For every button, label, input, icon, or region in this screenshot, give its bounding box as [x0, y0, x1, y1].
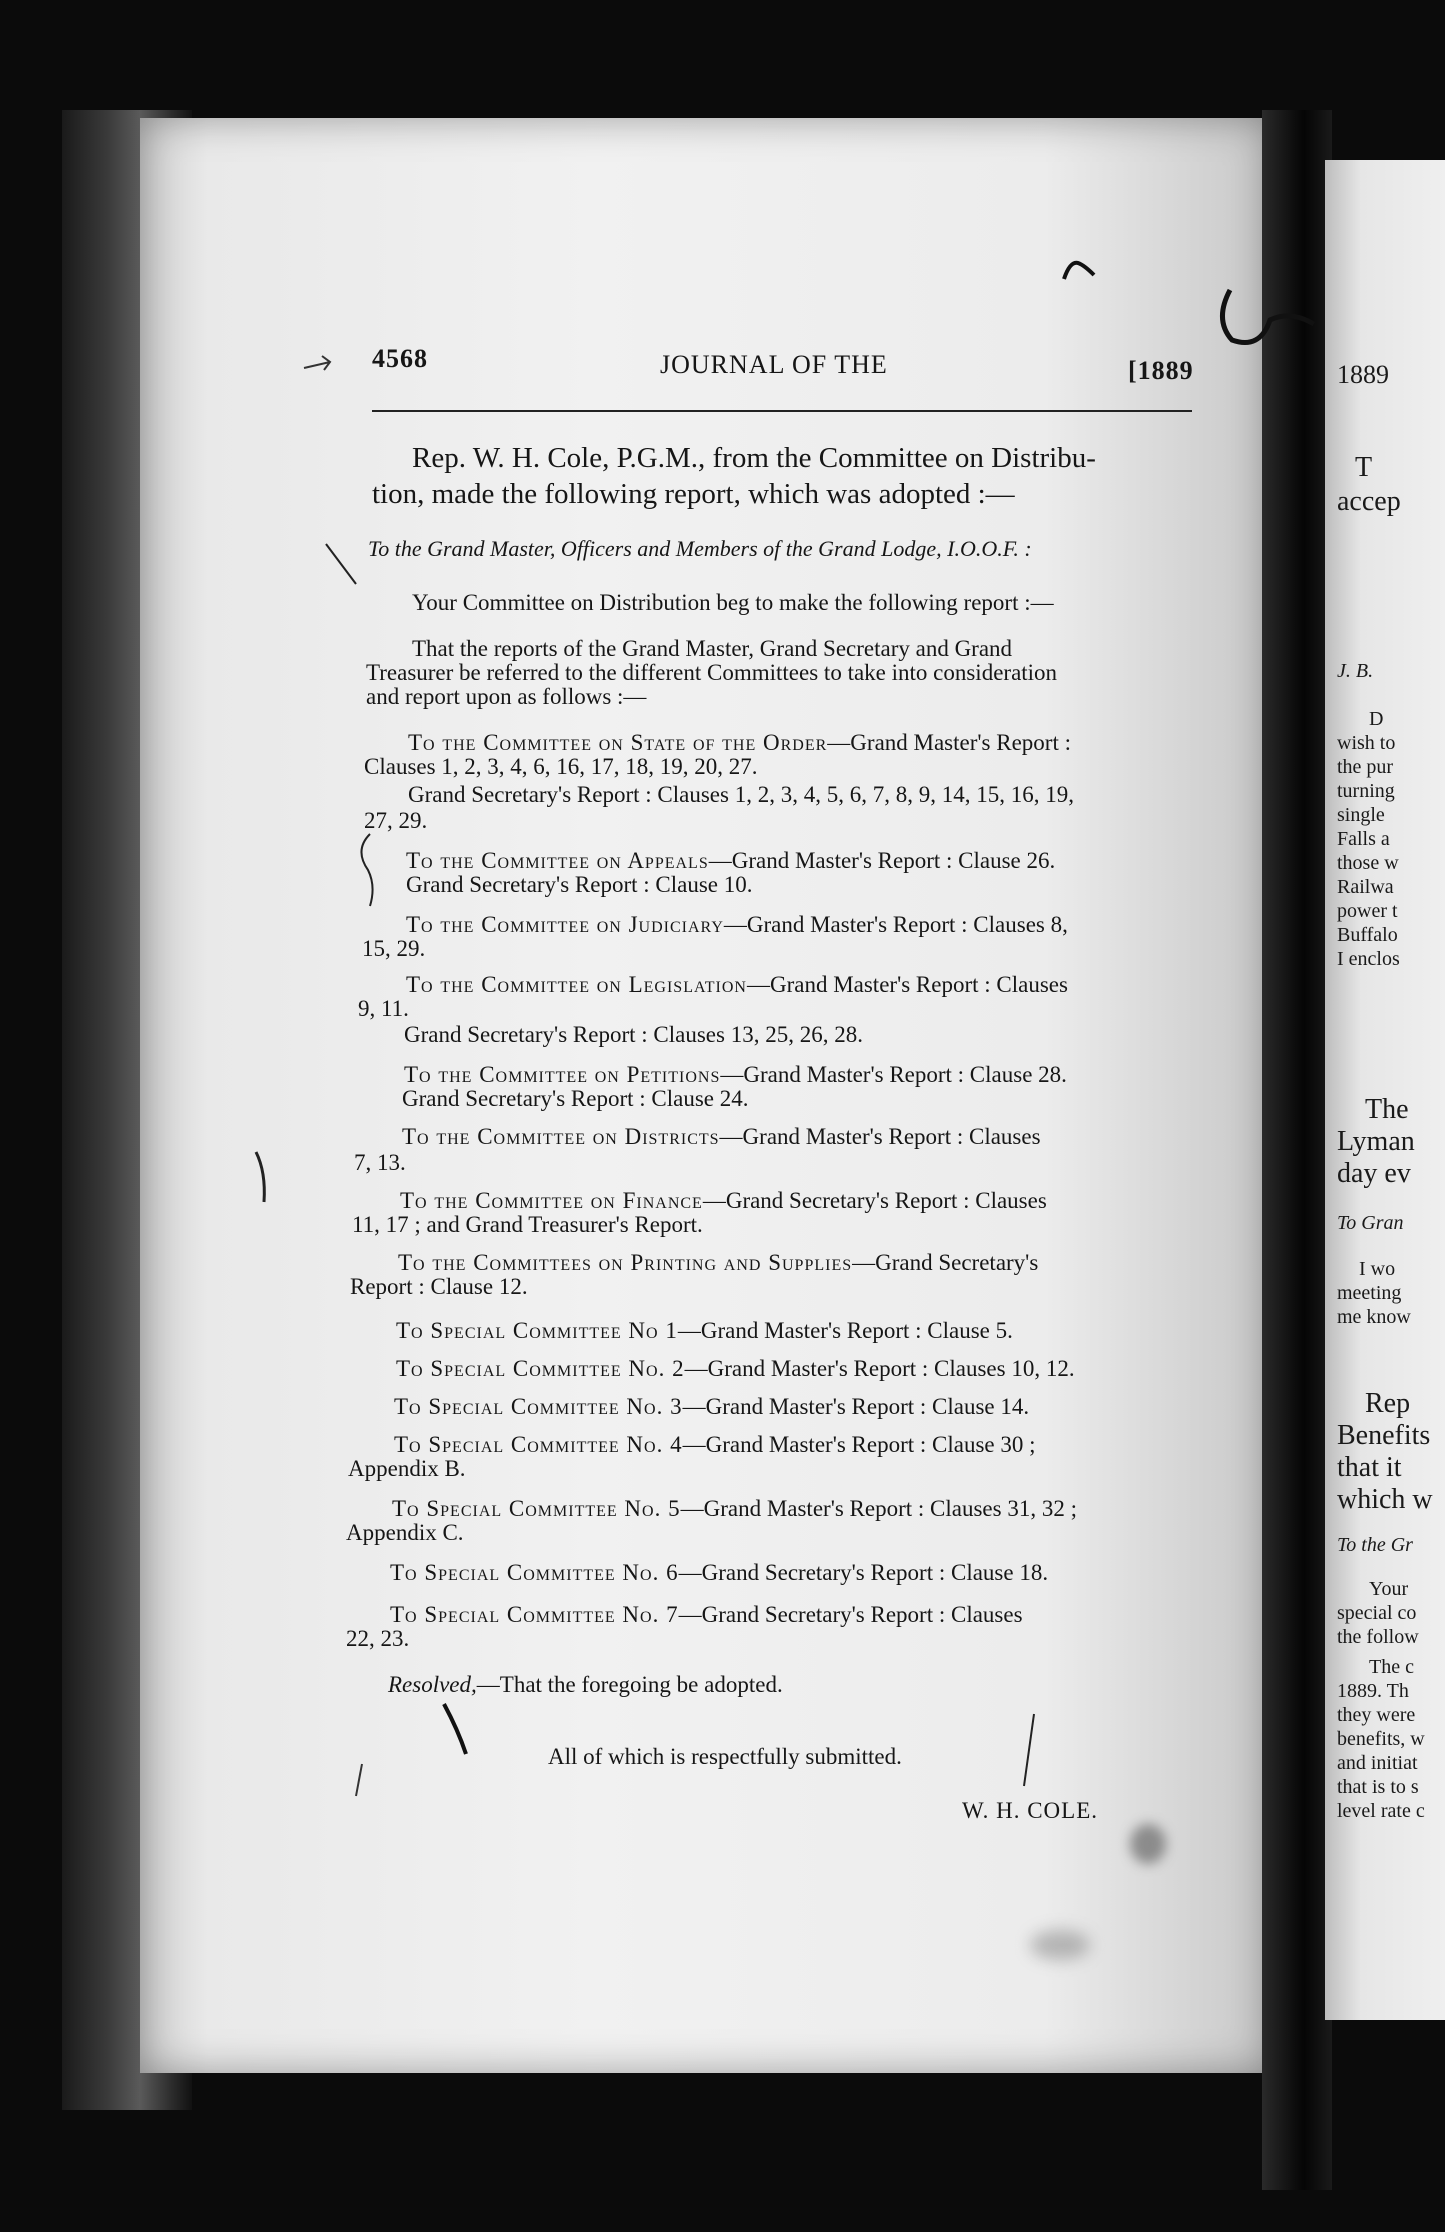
adjacent-line: and initiat: [1337, 1752, 1418, 1774]
referral-text: —Grand Master's Report :: [827, 730, 1071, 755]
pencil-mark: [250, 1148, 280, 1208]
adjacent-line: single: [1337, 804, 1385, 826]
adjacent-line: the follow: [1337, 1626, 1419, 1648]
referral-line: Report : Clause 12.: [350, 1274, 528, 1299]
adjacent-line: J. B.: [1337, 660, 1374, 682]
adjacent-line: benefits, w: [1337, 1728, 1425, 1750]
pencil-mark: [348, 830, 388, 910]
referral-text: —Grand Master's Report : Clauses 31, 32 ;: [680, 1496, 1077, 1521]
ink-smudge: [1130, 1824, 1166, 1864]
adjacent-line: turning: [1337, 780, 1395, 802]
referral-text: —Grand Master's Report : Clauses 10, 12.: [684, 1356, 1075, 1381]
intro-line-1: Rep. W. H. Cole, P.G.M., from the Committee on Distribu-: [412, 442, 1096, 474]
referral-item: [402, 1124, 1041, 1150]
pencil-mark: [1210, 280, 1320, 360]
committee-name: To the Committee on Petitions: [404, 1062, 721, 1087]
committee-name: To Special Committee No. 6: [390, 1560, 679, 1585]
referral-text: —Grand Master's Report : Clause 5.: [677, 1318, 1013, 1343]
referral-line: Grand Secretary's Report : Clause 24.: [402, 1086, 749, 1111]
adjacent-line: meeting: [1337, 1282, 1402, 1304]
referral-line: 9, 11.: [358, 996, 409, 1021]
referral-text: —Grand Master's Report : Clause 28.: [720, 1062, 1067, 1087]
paragraph-2-line-2: Treasurer be referred to the different Committees to take into consideration: [366, 660, 1058, 685]
closing-line: All of which is respectfully submitted.: [548, 1744, 902, 1769]
page-number: 4568: [372, 344, 428, 373]
referral-line: 22, 23.: [346, 1626, 410, 1651]
committee-name: To Special Committee No. 2: [396, 1356, 685, 1381]
committee-name: To the Committee on Districts: [402, 1124, 720, 1149]
referral-text: —Grand Master's Report : Clauses: [719, 1124, 1041, 1149]
referral-text: —Grand Secretary's Report : Clauses: [702, 1188, 1047, 1213]
referral-item: [396, 1356, 1075, 1382]
referral-text: —Grand Secretary's: [852, 1250, 1039, 1275]
adjacent-line: Buffalo: [1337, 924, 1398, 946]
adjacent-line: 1889. Th: [1337, 1680, 1409, 1702]
referral-line: 7, 13.: [354, 1150, 406, 1175]
referral-item: [392, 1496, 1077, 1522]
resolved-text: —That the foregoing be adopted.: [476, 1672, 783, 1697]
committee-name: To Special Committee No. 3: [394, 1394, 683, 1419]
adjacent-line: me know: [1337, 1306, 1411, 1328]
referral-item: [394, 1432, 1036, 1458]
running-title: JOURNAL OF THE: [660, 350, 888, 379]
pencil-mark: [350, 1760, 370, 1800]
referral-item: [390, 1560, 1048, 1586]
referral-item: [390, 1602, 1023, 1628]
adjacent-line: 1889: [1337, 360, 1389, 389]
referral-line: Grand Secretary's Report : Clauses 13, 25, 26, 28.: [404, 1022, 863, 1047]
page-gutter: [1262, 110, 1332, 2190]
committee-name: To Special Committee No. 7: [390, 1602, 679, 1627]
adjacent-line: Lyman: [1337, 1126, 1415, 1157]
paragraph-1: Your Committee on Distribution beg to make the following report :—: [412, 590, 1054, 615]
referral-text: —Grand Master's Report : Clause 30 ;: [682, 1432, 1036, 1457]
referral-line: Clauses 1, 2, 3, 4, 6, 16, 17, 18, 19, 20, 27.: [364, 754, 758, 779]
resolution: [388, 1672, 783, 1698]
adjacent-line: day ev: [1337, 1158, 1411, 1189]
salutation: To the Grand Master, Officers and Members of the Grand Lodge, I.O.O.F. :: [368, 536, 1032, 561]
paragraph-2-line-3: and report upon as follows :—: [366, 684, 647, 709]
referral-text: —Grand Master's Report : Clause 14.: [682, 1394, 1030, 1419]
paragraph-2-line-1: That the reports of the Grand Master, Grand Secretary and Grand: [412, 636, 1013, 661]
adjacent-line: To Gran: [1337, 1212, 1404, 1234]
referral-line: 27, 29.: [364, 808, 428, 833]
adjacent-line: T: [1355, 452, 1373, 483]
committee-name: To the Committee on Judiciary: [406, 912, 724, 937]
referral-item: [400, 1188, 1047, 1214]
committee-name: To the Committee on Finance: [400, 1188, 703, 1213]
committee-name: To the Committees on Printing and Supplies: [398, 1250, 853, 1275]
adjacent-line: the pur: [1337, 756, 1394, 778]
referral-text: —Grand Master's Report : Clauses 8,: [723, 912, 1068, 937]
resolved-label: Resolved,: [388, 1672, 477, 1697]
adjacent-line: Your: [1369, 1578, 1409, 1600]
adjacent-line: accep: [1337, 486, 1401, 517]
referral-line: Grand Secretary's Report : Clauses 1, 2, 3, 4, 5, 6, 7, 8, 9, 14, 15, 16, 19,: [408, 782, 1074, 807]
adjacent-line: Falls a: [1337, 828, 1390, 850]
referral-item: [406, 972, 1068, 998]
committee-name: To Special Committee No. 4: [394, 1432, 683, 1457]
adjacent-page-fragment: [1325, 160, 1445, 2020]
adjacent-line: special co: [1337, 1602, 1417, 1624]
referral-item: [394, 1394, 1029, 1420]
committee-name: To the Committee on Legislation: [406, 972, 747, 997]
header-year: [1889: [1128, 356, 1194, 385]
committee-name: To the Committee on State of the Order: [408, 730, 828, 755]
adjacent-line: I enclos: [1337, 948, 1400, 970]
referral-text: —Grand Secretary's Report : Clause 18.: [678, 1560, 1049, 1585]
pencil-mark: [440, 1700, 480, 1760]
adjacent-line: To the Gr: [1337, 1534, 1413, 1556]
referral-text: —Grand Master's Report : Clause 26.: [708, 848, 1056, 873]
referral-line: 15, 29.: [362, 936, 426, 961]
pencil-mark: [1016, 1710, 1046, 1790]
referral-text: —Grand Master's Report : Clauses: [746, 972, 1068, 997]
adjacent-line: I wo: [1359, 1258, 1396, 1280]
referral-line: Appendix C.: [346, 1520, 464, 1545]
header-rule: [372, 410, 1192, 412]
adjacent-line: Rep: [1365, 1388, 1411, 1419]
pencil-mark: [300, 350, 340, 380]
referral-text: —Grand Secretary's Report : Clauses: [678, 1602, 1023, 1627]
referral-line: 11, 17 ; and Grand Treasurer's Report.: [352, 1212, 703, 1237]
referral-item: [406, 848, 1055, 874]
intro-line-2: tion, made the following report, which was adopted :—: [372, 478, 1015, 510]
pencil-mark: [322, 540, 362, 590]
adjacent-line: Railwa: [1337, 876, 1394, 898]
referral-line: Appendix B.: [348, 1456, 466, 1481]
referral-item: [406, 912, 1068, 938]
adjacent-line: those w: [1337, 852, 1399, 874]
adjacent-line: D: [1369, 708, 1384, 730]
referral-line: Grand Secretary's Report : Clause 10.: [406, 872, 753, 897]
ink-smudge: [1030, 1930, 1090, 1960]
committee-name: To Special Committee No 1: [396, 1318, 678, 1343]
adjacent-line: wish to: [1337, 732, 1396, 754]
referral-item: [408, 730, 1071, 756]
adjacent-line: that it: [1337, 1452, 1402, 1483]
pencil-mark: [1060, 255, 1100, 285]
referral-item: [404, 1062, 1067, 1088]
adjacent-line: that is to s: [1337, 1776, 1419, 1798]
adjacent-line: power t: [1337, 900, 1398, 922]
adjacent-line: they were: [1337, 1704, 1416, 1726]
signature: W. H. COLE.: [962, 1798, 1099, 1823]
committee-name: To Special Committee No. 5: [392, 1496, 681, 1521]
adjacent-line: Benefits: [1337, 1420, 1431, 1451]
referral-item: [396, 1318, 1013, 1344]
adjacent-line: level rate c: [1337, 1800, 1425, 1822]
committee-name: To the Committee on Appeals: [406, 848, 709, 873]
adjacent-line: which w: [1337, 1484, 1433, 1515]
adjacent-line: The: [1365, 1094, 1409, 1125]
referral-item: [398, 1250, 1038, 1276]
adjacent-line: The c: [1369, 1656, 1414, 1678]
